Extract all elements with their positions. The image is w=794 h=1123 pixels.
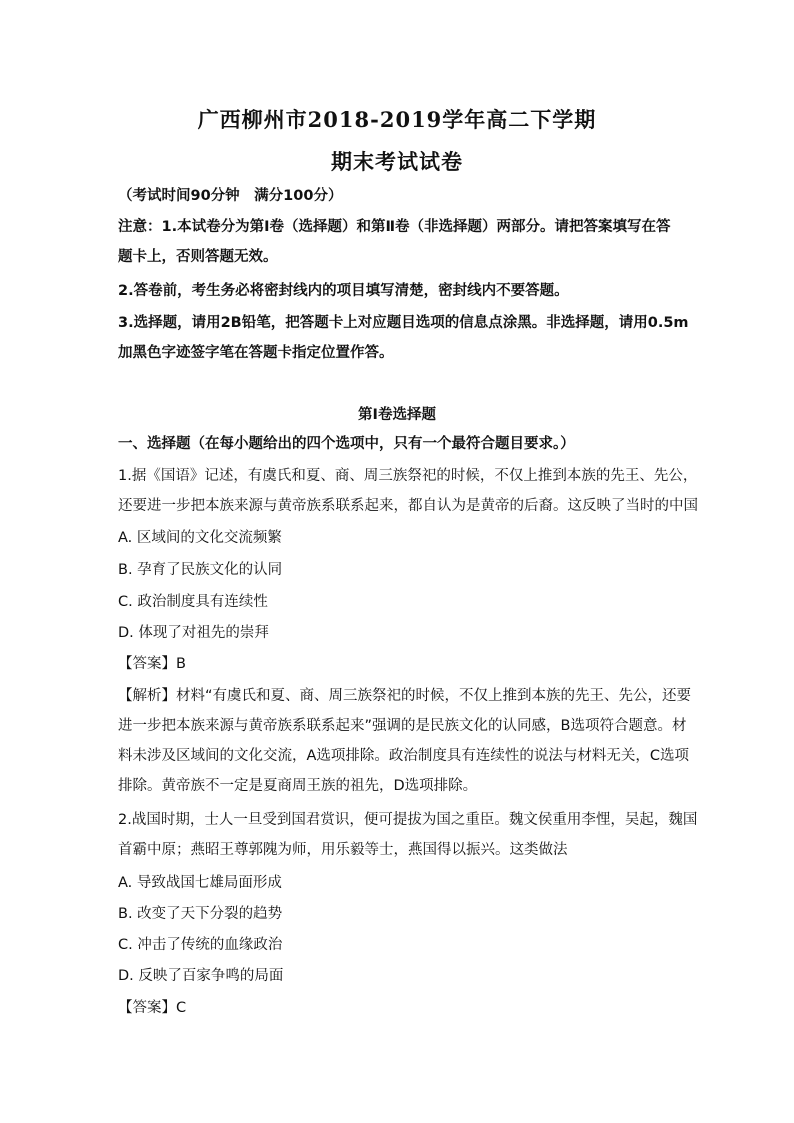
q2-option-a: A. 导致战国七雄局面形成: [118, 875, 282, 891]
q1-stem-line-b: 还要进一步把本族来源与黄帝族系联系起来，都自认为是黄帝的后裔。这反映了当时的中国: [118, 498, 698, 514]
part-title: 第Ⅰ卷选择题: [358, 407, 436, 423]
q2-answer: 【答案】C: [118, 1000, 187, 1016]
q2-option-c: C. 冲击了传统的血缘政治: [118, 937, 283, 953]
q2-option-d: D. 反映了百家争鸣的局面: [118, 968, 284, 984]
q1-analysis-line-b: 进一步把本族来源与黄帝族系联系起来”强调的是民族文化的认同感，B选项符合题意。材: [118, 718, 687, 734]
note-2: 2.答卷前，考生务必将密封线内的项目填写清楚，密封线内不要答题。: [118, 283, 569, 299]
q1-answer: 【答案】B: [118, 656, 186, 672]
exam-title-line1: 广西柳州市2018-2019学年高二下学期: [197, 107, 597, 132]
exam-title-line2: 期末考试试卷: [331, 149, 463, 174]
q2-stem-line-a: 2.战国时期，士人一旦受到国君赏识，便可提拔为国之重臣。魏文侯重用李悝，吴起，魏国: [118, 812, 698, 828]
q2-option-b: B. 改变了天下分裂的趋势: [118, 906, 283, 922]
q1-stem-line-a: 1.据《国语》记述，有虞氏和夏、商、周三族祭祀的时候，不仅上推到本族的先王、先公，: [118, 468, 698, 484]
q1-option-a: A. 区域间的文化交流频繁: [118, 530, 282, 546]
q1-option-c: C. 政治制度具有连续性: [118, 594, 268, 610]
note-1-line-b: 题卡上，否则答题无效。: [118, 249, 278, 265]
q1-analysis-line-d: 排除。黄帝族不一定是夏商周王族的祖先，D选项排除。: [118, 778, 478, 794]
note-3-line-a: 3.选择题，请用2B铅笔，把答题卡上对应题目选项的信息点涂黑。非选择题，请用0.5m: [118, 315, 689, 331]
exam-info: （考试时间90分钟 满分100分）: [118, 188, 343, 204]
q1-analysis-line-a: 【解析】材料“有虞氏和夏、商、周三族祭祀的时候，不仅上推到本族的先王、先公，还要: [118, 688, 692, 704]
q1-option-b: B. 孕育了民族文化的认同: [118, 562, 283, 578]
q2-stem-line-b: 首霸中原；燕昭王尊郭隗为师，用乐毅等士，燕国得以振兴。这类做法: [118, 842, 568, 858]
note-3-line-b: 加黑色字迹签字笔在答题卡指定位置作答。: [118, 345, 394, 361]
q1-analysis-line-c: 料未涉及区域间的文化交流，A选项排除。政治制度具有连续性的说法与材料无关，C选项: [118, 748, 690, 764]
q1-option-d: D. 体现了对祖先的崇拜: [118, 625, 269, 641]
note-1-line-a: 注意：1.本试卷分为第Ⅰ卷（选择题）和第Ⅱ卷（非选择题）两部分。请把答案填写在答: [118, 219, 671, 235]
section-heading: 一、选择题（在每小题给出的四个选项中，只有一个最符合题目要求。）: [118, 436, 575, 452]
